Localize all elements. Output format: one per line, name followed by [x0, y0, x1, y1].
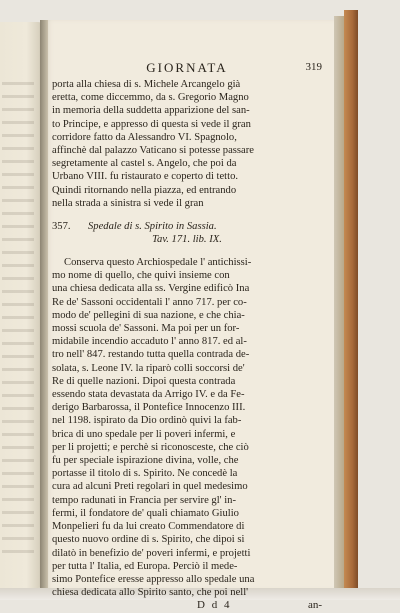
text-line: fu per speciale ispirazione divina, volle, che [52, 455, 239, 467]
text-line: brica di uno spedale per li poveri infermi, e [52, 428, 236, 440]
text-line: nel 1198. ispirato da Dio ordinò quivi la fab- [52, 415, 242, 427]
text-line: eretta, come diccemmo, da s. Gregorio Magno [52, 92, 249, 104]
book-gutter [40, 20, 48, 590]
text-line: porta alla chiesa di s. Michele Arcangelo già [52, 79, 241, 90]
text-line: tempo radunati in Francia per servire gl' in- [52, 494, 236, 506]
section-number: 357. [52, 221, 71, 233]
section-title-row [52, 220, 322, 233]
section-title: Spedale di s. Spirito in Sassia. [88, 221, 217, 233]
text-line: una chiesa dedicata alla ss. Vergine edificò Ina [52, 283, 250, 295]
text-line: modo de' pellegini di sua nazione, e che chia- [52, 309, 245, 321]
text-line: fermi, il fondatore de' quali chiamato Giulio [52, 507, 239, 519]
text-line: derigo Barbarossa, il Pontefice Innocenzo III. [52, 402, 246, 414]
text-line: per li projetti; e perchè si riconosceste, che ciò [52, 441, 249, 453]
text-line: midabile incendio accaduto l' anno 817. ed al- [52, 336, 247, 348]
text-line: dilatò in benefizio de' poveri infermi, e projetti [52, 547, 251, 559]
text-line: per tutta l' Italia, ed Europa. Perciò il mede- [52, 560, 238, 572]
running-title: GIORNATA [146, 60, 228, 75]
text-line: simo Pontefice eresse appresso allo spedale una [52, 573, 255, 585]
page-content [52, 60, 322, 613]
section-reference: Tav. 171. lib. IX. [152, 234, 222, 246]
text-line: to Principe, e appresso di questa si vede il gran [52, 118, 251, 130]
signature-mark: D d 4 [197, 599, 232, 612]
text-line: in memoria della suddetta apparizione del san- [52, 105, 250, 117]
text-line: mo nome di quello, che quivi insieme con [52, 270, 230, 282]
text-line: Urbano VIII. fu ristaurato e coperto di tetto. [52, 171, 239, 183]
left-page-text-fragment [2, 82, 34, 562]
running-header [52, 60, 322, 78]
text-line: Re de' Sassoni occidentali l' anno 717. per co- [52, 296, 247, 308]
text-line: mossi scuola de' Sassoni. Ma poi per un for- [52, 323, 240, 335]
paragraph-2 [52, 256, 322, 599]
paragraph-1 [52, 78, 322, 210]
text-line: corridore fatto da Alessandro VI. Spagnolo, [52, 131, 237, 143]
text-line: portasse il titolo di s. Spirito. Ne concedè la [52, 468, 238, 480]
text-line: Quindi ritornando nella piazza, ed entrando [52, 184, 237, 196]
text-line: affinchè dal palazzo Vaticano si potesse passare [52, 145, 254, 157]
text-line: tro nell' 847. restando tutta quella contrada de- [52, 349, 250, 361]
text-line: Conserva questo Archiospedale l' antichissi- [64, 257, 252, 269]
section-heading [52, 220, 322, 246]
text-line: solata, s. Leone IV. la riparò colli soccorsi de' [52, 362, 245, 374]
book-cover-edge [344, 10, 358, 596]
text-line: nella strada a sinistra si vede il gran [52, 197, 204, 209]
text-line: questo nuovo ordine di s. Spirito, che dipoi si [52, 534, 245, 546]
catchword: an- [307, 599, 322, 612]
text-line: cura ad alcuni Preti regolari in quel medesimo [52, 481, 248, 493]
page-number: 319 [305, 61, 322, 73]
text-line: Monpelieri fu da lui creato Commendatore di [52, 521, 245, 533]
text-line: Re di quelle nazioni. Dipoi questa contrada [52, 375, 236, 387]
text-line: segretamente al castel s. Angelo, che poi da [52, 158, 237, 170]
page-footer [52, 599, 322, 613]
text-line: essendo stata devastata da Arrigo IV. e da Fe- [52, 389, 245, 401]
text-line: chiesa dedicata allo Spirito santo, che poi nell' [52, 587, 249, 599]
left-page-edge [0, 22, 44, 588]
